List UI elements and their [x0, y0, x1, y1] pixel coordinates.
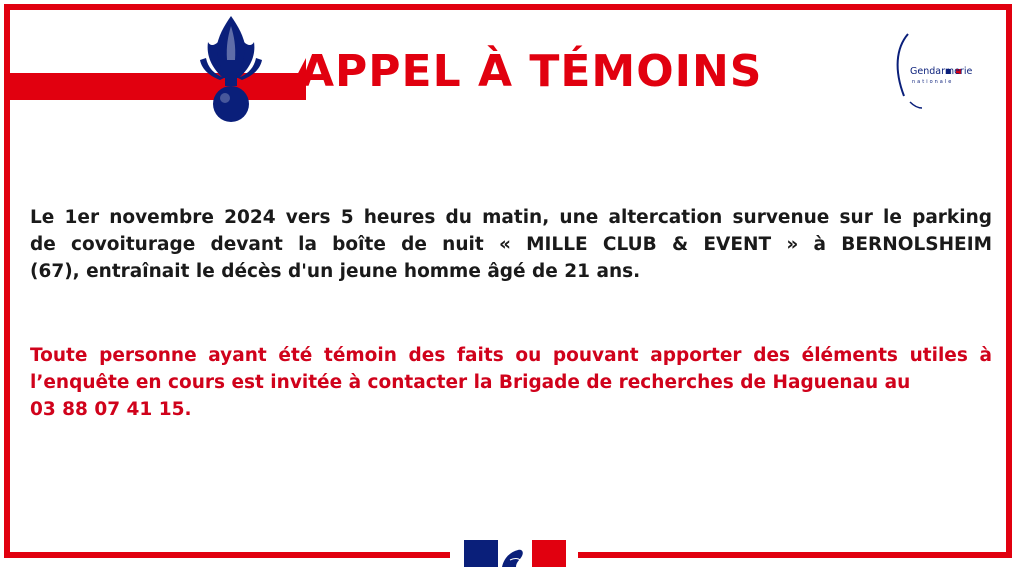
- incident-paragraph: [30, 204, 992, 285]
- appeal-line: 03 88 07 41 15.: [30, 399, 192, 420]
- grenade-icon: [196, 12, 266, 124]
- page-title: APPEL À TÉMOINS: [300, 46, 763, 97]
- incident-line: Le 1er novembre 2024 vers 5 heures du matin, une altercation survenue sur le parking: [30, 207, 992, 228]
- appeal-paragraph: [30, 342, 992, 423]
- incident-line: (67), entraînait le décès d'un jeune homme âgé de 21 ans.: [30, 261, 641, 282]
- appeal-line: l’enquête en cours est invitée à contacter la Brigade de recherches de Haguenau au: [30, 372, 911, 393]
- logo-subtitle: nationale: [912, 79, 954, 85]
- logo-name: Gendarmerie: [910, 66, 973, 77]
- incident-line: de covoiturage devant la boîte de nuit « MILLE CLUB & EVENT » à BERNOLSHEIM: [30, 234, 992, 255]
- appeal-line: Toute personne ayant été témoin des faits ou pouvant apporter des éléments utiles à: [30, 345, 992, 366]
- marianne-icon: [458, 540, 572, 567]
- bottom-divider-left: [4, 552, 450, 558]
- bottom-divider-right: [578, 552, 1012, 558]
